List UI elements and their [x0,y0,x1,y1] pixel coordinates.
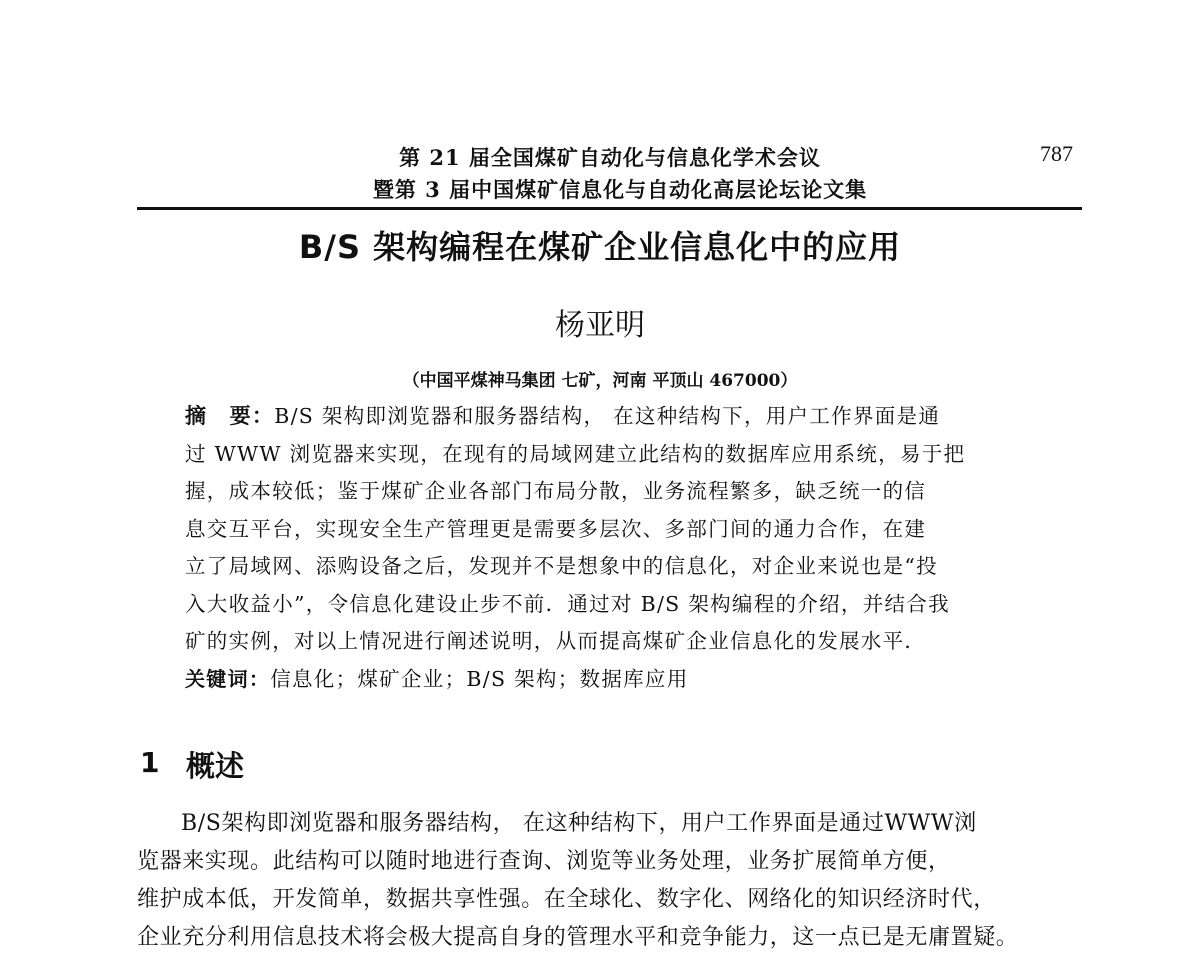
abstract-line: 握，成本较低；鉴于煤矿企业各部门布局分散，业务流程繁多，缺乏统一的信 [185,479,927,503]
abstract-line: 立了局域网、添购设备之后，发现并不是想象中的信息化，对企业来说也是“投 [185,554,938,578]
abstract-text: B/S 架构即浏览器和服务器结构， 在这种结构下，用户工作界面是通 [274,404,941,428]
abstract-line: 矿的实例，对以上情况进行阐述说明，从而提高煤矿企业信息化的发展水平． [185,629,927,653]
author-affiliation: （中国平煤神马集团 七矿，河南 平顶山 467000） [402,371,798,391]
conference-title-line-1: 第 21 届全国煤矿自动化与信息化学术会议 [399,145,821,170]
author-name: 杨亚明 [555,308,645,343]
section-title: 概述 [186,749,245,783]
section-body [137,805,1082,957]
keywords-line [185,661,1035,699]
keywords-label: 关键词： [185,666,271,691]
body-line: B/S架构即浏览器和服务器结构， 在这种结构下，用户工作界面是通过WWW浏 [181,811,977,836]
abstract-line [185,398,1035,436]
page-number: 787 [1040,141,1073,166]
keywords-text: 信息化；煤矿企业；B/S 架构；数据库应用 [270,666,689,691]
body-line: 企业充分利用信息技术将会极大提高自身的管理水平和竞争能力，这一点已是无庸置疑。 [137,925,1019,950]
body-line: 览器来实现。此结构可以随时地进行查询、浏览等业务处理，业务扩展简单方便， [137,849,951,874]
abstract-label: 摘 要： [185,404,275,428]
abstract-block [185,398,1035,698]
conference-title-line-2: 暨第 3 届中国煤矿信息化与自动化高层论坛论文集 [372,177,868,202]
header-rule [137,207,1082,210]
abstract-line: 息交互平台，实现安全生产管理更是需要多层次、多部门间的通力合作，在建 [185,516,927,541]
section-number: 1 [140,746,160,779]
abstract-line: 过 WWW 浏览器来实现，在现有的局域网建立此结构的数据库应用系统，易于把 [185,441,966,466]
paper-title: B/S 架构编程在煤矿企业信息化中的应用 [298,228,902,266]
body-line: 维护成本低，开发简单，数据共享性强。在全球化、数字化、网络化的知识经济时代， [137,887,996,912]
abstract-line: 入大收益小”，令信息化建设止步不前．通过对 B/S 架构编程的介绍，并结合我 [185,591,950,616]
